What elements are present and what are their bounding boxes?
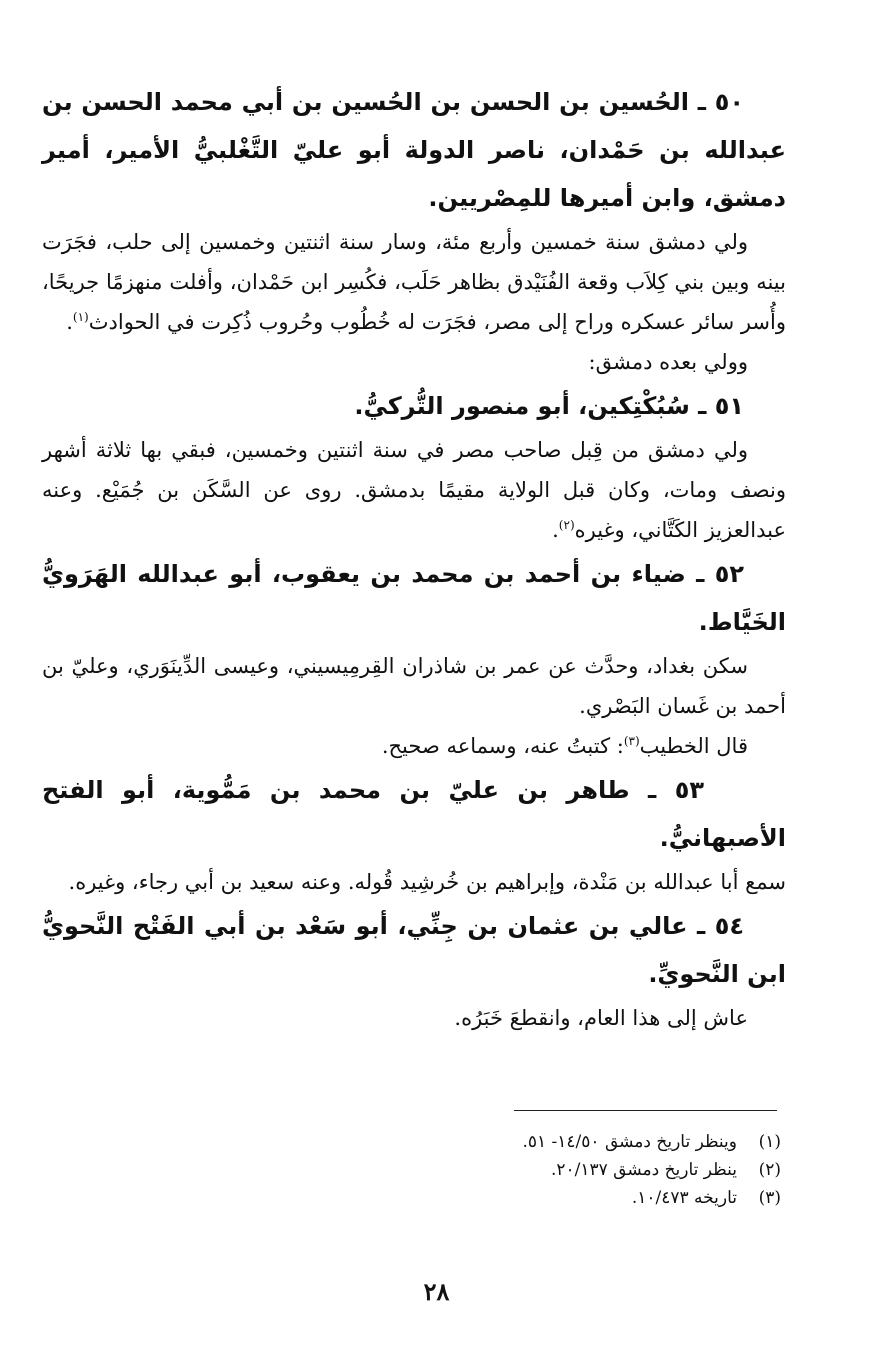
entry-53-paragraph-1: سمع أبا عبدالله بن مَنْدة، وإبراهيم بن خُرشِيد قُوله. وعنه سعيد بن أبي رجاء، وغيره. <box>68 870 786 894</box>
entry-52-paragraph-2 <box>42 726 786 766</box>
footnote-2 <box>120 1156 781 1184</box>
footnote-text: تاريخه ١٠/٤٧٣. <box>631 1188 737 1208</box>
footnote-ref-2[interactable]: (٢) <box>558 518 575 532</box>
footnote-separator <box>514 1110 777 1111</box>
entry-heading-51: ٥١ ـ سُبُكْتِكين، أبو منصور التُّركيُّ. <box>354 392 744 420</box>
page-number: ٢٨ <box>423 1277 450 1306</box>
main-text <box>42 78 786 1038</box>
paragraph-end: . <box>552 518 559 542</box>
paragraph-text: ولي دمشق سنة خمسين وأربع مئة، وسار سنة اثنتين وخمسين إلى حلب، فجَرَت بينه وبين بني كِلاَب وقعة الفُنَيْدق بظاهر حَلَب، فكُسِر ابن حَمْدان، وأفلت منهزمًا جريحًا، وأُسر سائر عسكره وراح إلى مصر، فجَرَت له خُطُوب وحُروب ذُكِرت في الحوادث <box>42 230 786 334</box>
entry-heading-52: ٥٢ ـ ضياء بن أحمد بن محمد بن يعقوب، أبو عبدالله الهَرَويُّ الخَيَّاط. <box>42 560 786 636</box>
footnote-1 <box>120 1128 781 1156</box>
entry-54-paragraph-1: عاش إلى هذا العام، وانقطعَ خَبَرُه. <box>454 1006 748 1030</box>
paragraph-text: قال الخطيب <box>639 734 748 758</box>
entry-50-paragraph-1 <box>42 222 786 342</box>
entry-heading-53: ٥٣ ـ طاهر بن عليّ بن محمد بن مَمُّوية، أبو الفتح الأصبهانيُّ. <box>42 776 786 852</box>
footnote-number: (٣) <box>758 1188 781 1208</box>
entry-52-paragraph-1: سكن بغداد، وحدَّث عن عمر بن شاذران القِرمِيسيني، وعيسى الدِّينَوَري، وعليّ بن أحمد بن غَسان البَصْري. <box>42 654 786 718</box>
entry-51-paragraph-1 <box>42 430 786 550</box>
paragraph-text: ولي دمشق من قِبل صاحب مصر في سنة اثنتين وخمسين، فبقي بها ثلاثة أشهر ونصف ومات، وكان قبل الولاية مقيمًا بدمشق. روى عن السَّكَن بن جُمَيْع. وعنه عبدالعزيز الكَتَّاني، وغيره <box>42 438 786 542</box>
footnote-text: ينظر تاريخ دمشق ٢٠/١٣٧. <box>550 1160 737 1180</box>
footnote-text: وينظر تاريخ دمشق ١٤/٥٠- ٥١. <box>522 1132 737 1152</box>
entry-50-paragraph-2: وولي بعده دمشق: <box>588 350 748 374</box>
footnote-ref-1[interactable]: (١) <box>72 310 89 324</box>
footnote-number: (١) <box>758 1132 781 1152</box>
footnotes <box>120 1128 781 1212</box>
entry-heading-54: ٥٤ ـ عالي بن عثمان بن جِنِّي، أبو سَعْد بن أبي الفَتْح النَّحويُّ ابن النَّحويِّ. <box>42 912 786 988</box>
paragraph-end: . <box>66 310 73 334</box>
footnote-number: (٢) <box>758 1160 781 1180</box>
entry-heading-50: ٥٠ ـ الحُسين بن الحسن بن الحُسين بن أبي محمد الحسن بن عبدالله بن حَمْدان، ناصر الدولة أبو عليّ التَّغْلبيُّ الأمير، أمير دمشق، وابن أميرها للمِصْريين. <box>42 88 786 212</box>
paragraph-end: : كتبتُ عنه، وسماعه صحيح. <box>381 734 624 758</box>
footnote-3 <box>120 1184 781 1212</box>
footnote-ref-3[interactable]: (٣) <box>623 734 640 748</box>
